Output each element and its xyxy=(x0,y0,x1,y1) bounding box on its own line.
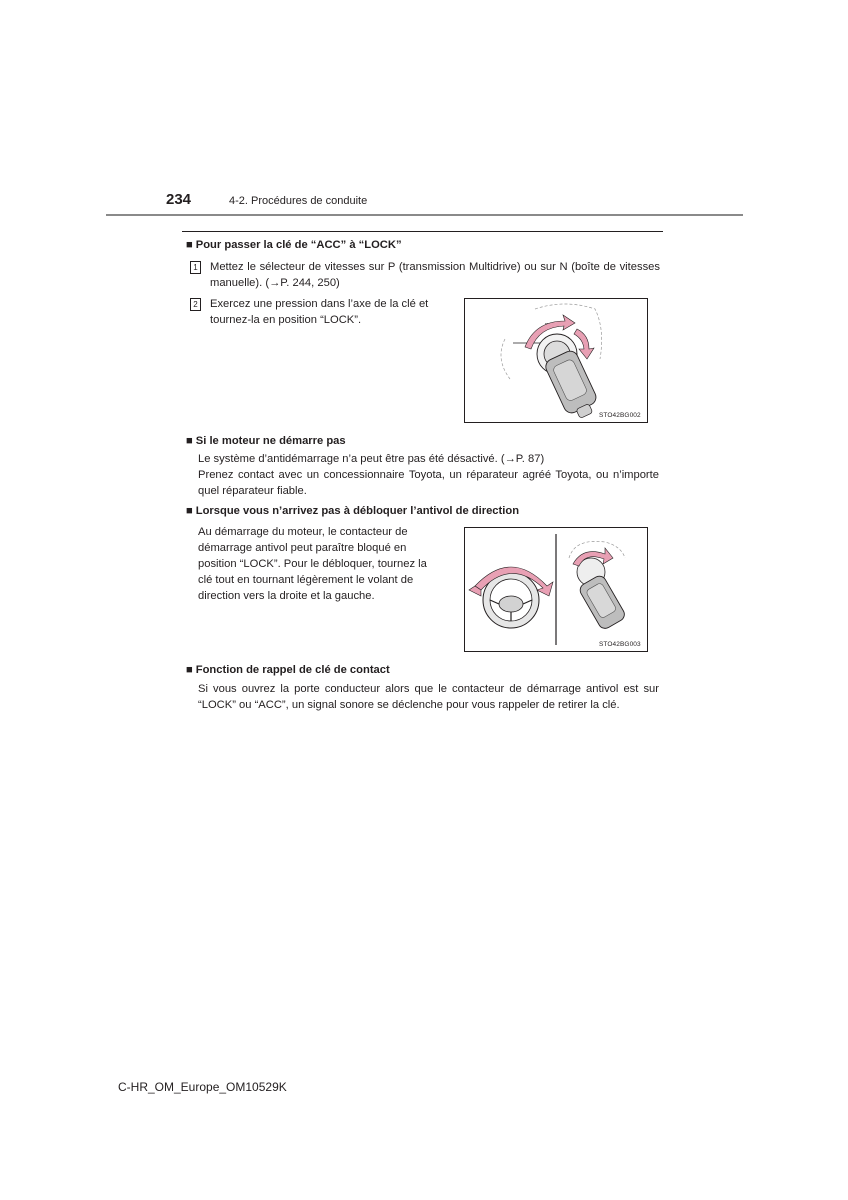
key-switch-illustration xyxy=(465,299,647,422)
paragraph-line: démarrage antivol peut paraître bloqué en xyxy=(198,542,407,554)
paragraph: Si vous ouvrez la porte conducteur alors que le contacteur de démarrage antivol est sur “LOCK” ou “ACC”, un signal sonore se déclenche pour vous rappeler de retirer la clé. xyxy=(198,683,659,711)
paragraph-line: clé tout en tournant légèrement le volant de xyxy=(198,574,414,586)
heading-text: Fonction de rappel de clé de contact xyxy=(195,664,390,676)
section-heading-acc-to-lock xyxy=(186,238,402,253)
figure-steering-unlock xyxy=(464,527,648,652)
step-number: 2 xyxy=(190,298,201,311)
step-number: 1 xyxy=(190,261,201,274)
paragraph-line: Le système d’antidémarrage n’a peut être pas été désactivé. (→P. 87) xyxy=(198,453,545,465)
square-bullet: ■ xyxy=(186,505,193,517)
figure-caption: STO42BG003 xyxy=(599,641,641,648)
step-2 xyxy=(190,296,460,328)
step-text-line: tournez-la en position “LOCK”. xyxy=(210,314,362,326)
paragraph: Prenez contact avec un concessionnaire Toyota, un réparateur agréé Toyota, ou n’importe quel réparateur fiable. xyxy=(198,469,659,497)
section-heading-engine-not-start xyxy=(186,434,346,449)
document-code: C-HR_OM_Europe_OM10529K xyxy=(118,1080,287,1094)
page-number: 234 xyxy=(166,191,192,208)
heading-text: Si le moteur ne démarre pas xyxy=(195,435,346,447)
square-bullet: ■ xyxy=(186,664,193,676)
steering-lock-paragraph xyxy=(198,524,448,604)
figure-caption: STO42BG002 xyxy=(599,412,641,419)
step-1 xyxy=(190,259,660,291)
paragraph-line: direction vers la droite et la gauche. xyxy=(198,590,375,602)
content-divider xyxy=(182,231,663,232)
header-divider xyxy=(106,214,743,216)
heading-text: Pour passer la clé de “ACC” à “LOCK” xyxy=(195,239,402,251)
section-heading-steering-lock xyxy=(186,504,519,519)
section-heading-key-reminder xyxy=(186,663,390,678)
figure-key-turn-lock xyxy=(464,298,648,423)
paragraph-line: position “LOCK”. Pour le débloquer, tournez la xyxy=(198,558,427,570)
paragraph-line: Au démarrage du moteur, le contacteur de xyxy=(198,526,408,538)
square-bullet: ■ xyxy=(186,239,193,251)
square-bullet: ■ xyxy=(186,435,193,447)
section-title: 4-2. Procédures de conduite xyxy=(229,195,368,207)
step-text: Mettez le sélecteur de vitesses sur P (transmission Multidrive) ou sur N (boîte de vitesses manuelle). (→P. 244, 250) xyxy=(210,261,660,289)
steering-wheel-and-key-illustration xyxy=(465,528,647,651)
heading-text: Lorsque vous n’arrivez pas à débloquer l’antivol de direction xyxy=(195,505,520,517)
step-text-line: Exercez une pression dans l’axe de la clé et xyxy=(210,298,429,310)
